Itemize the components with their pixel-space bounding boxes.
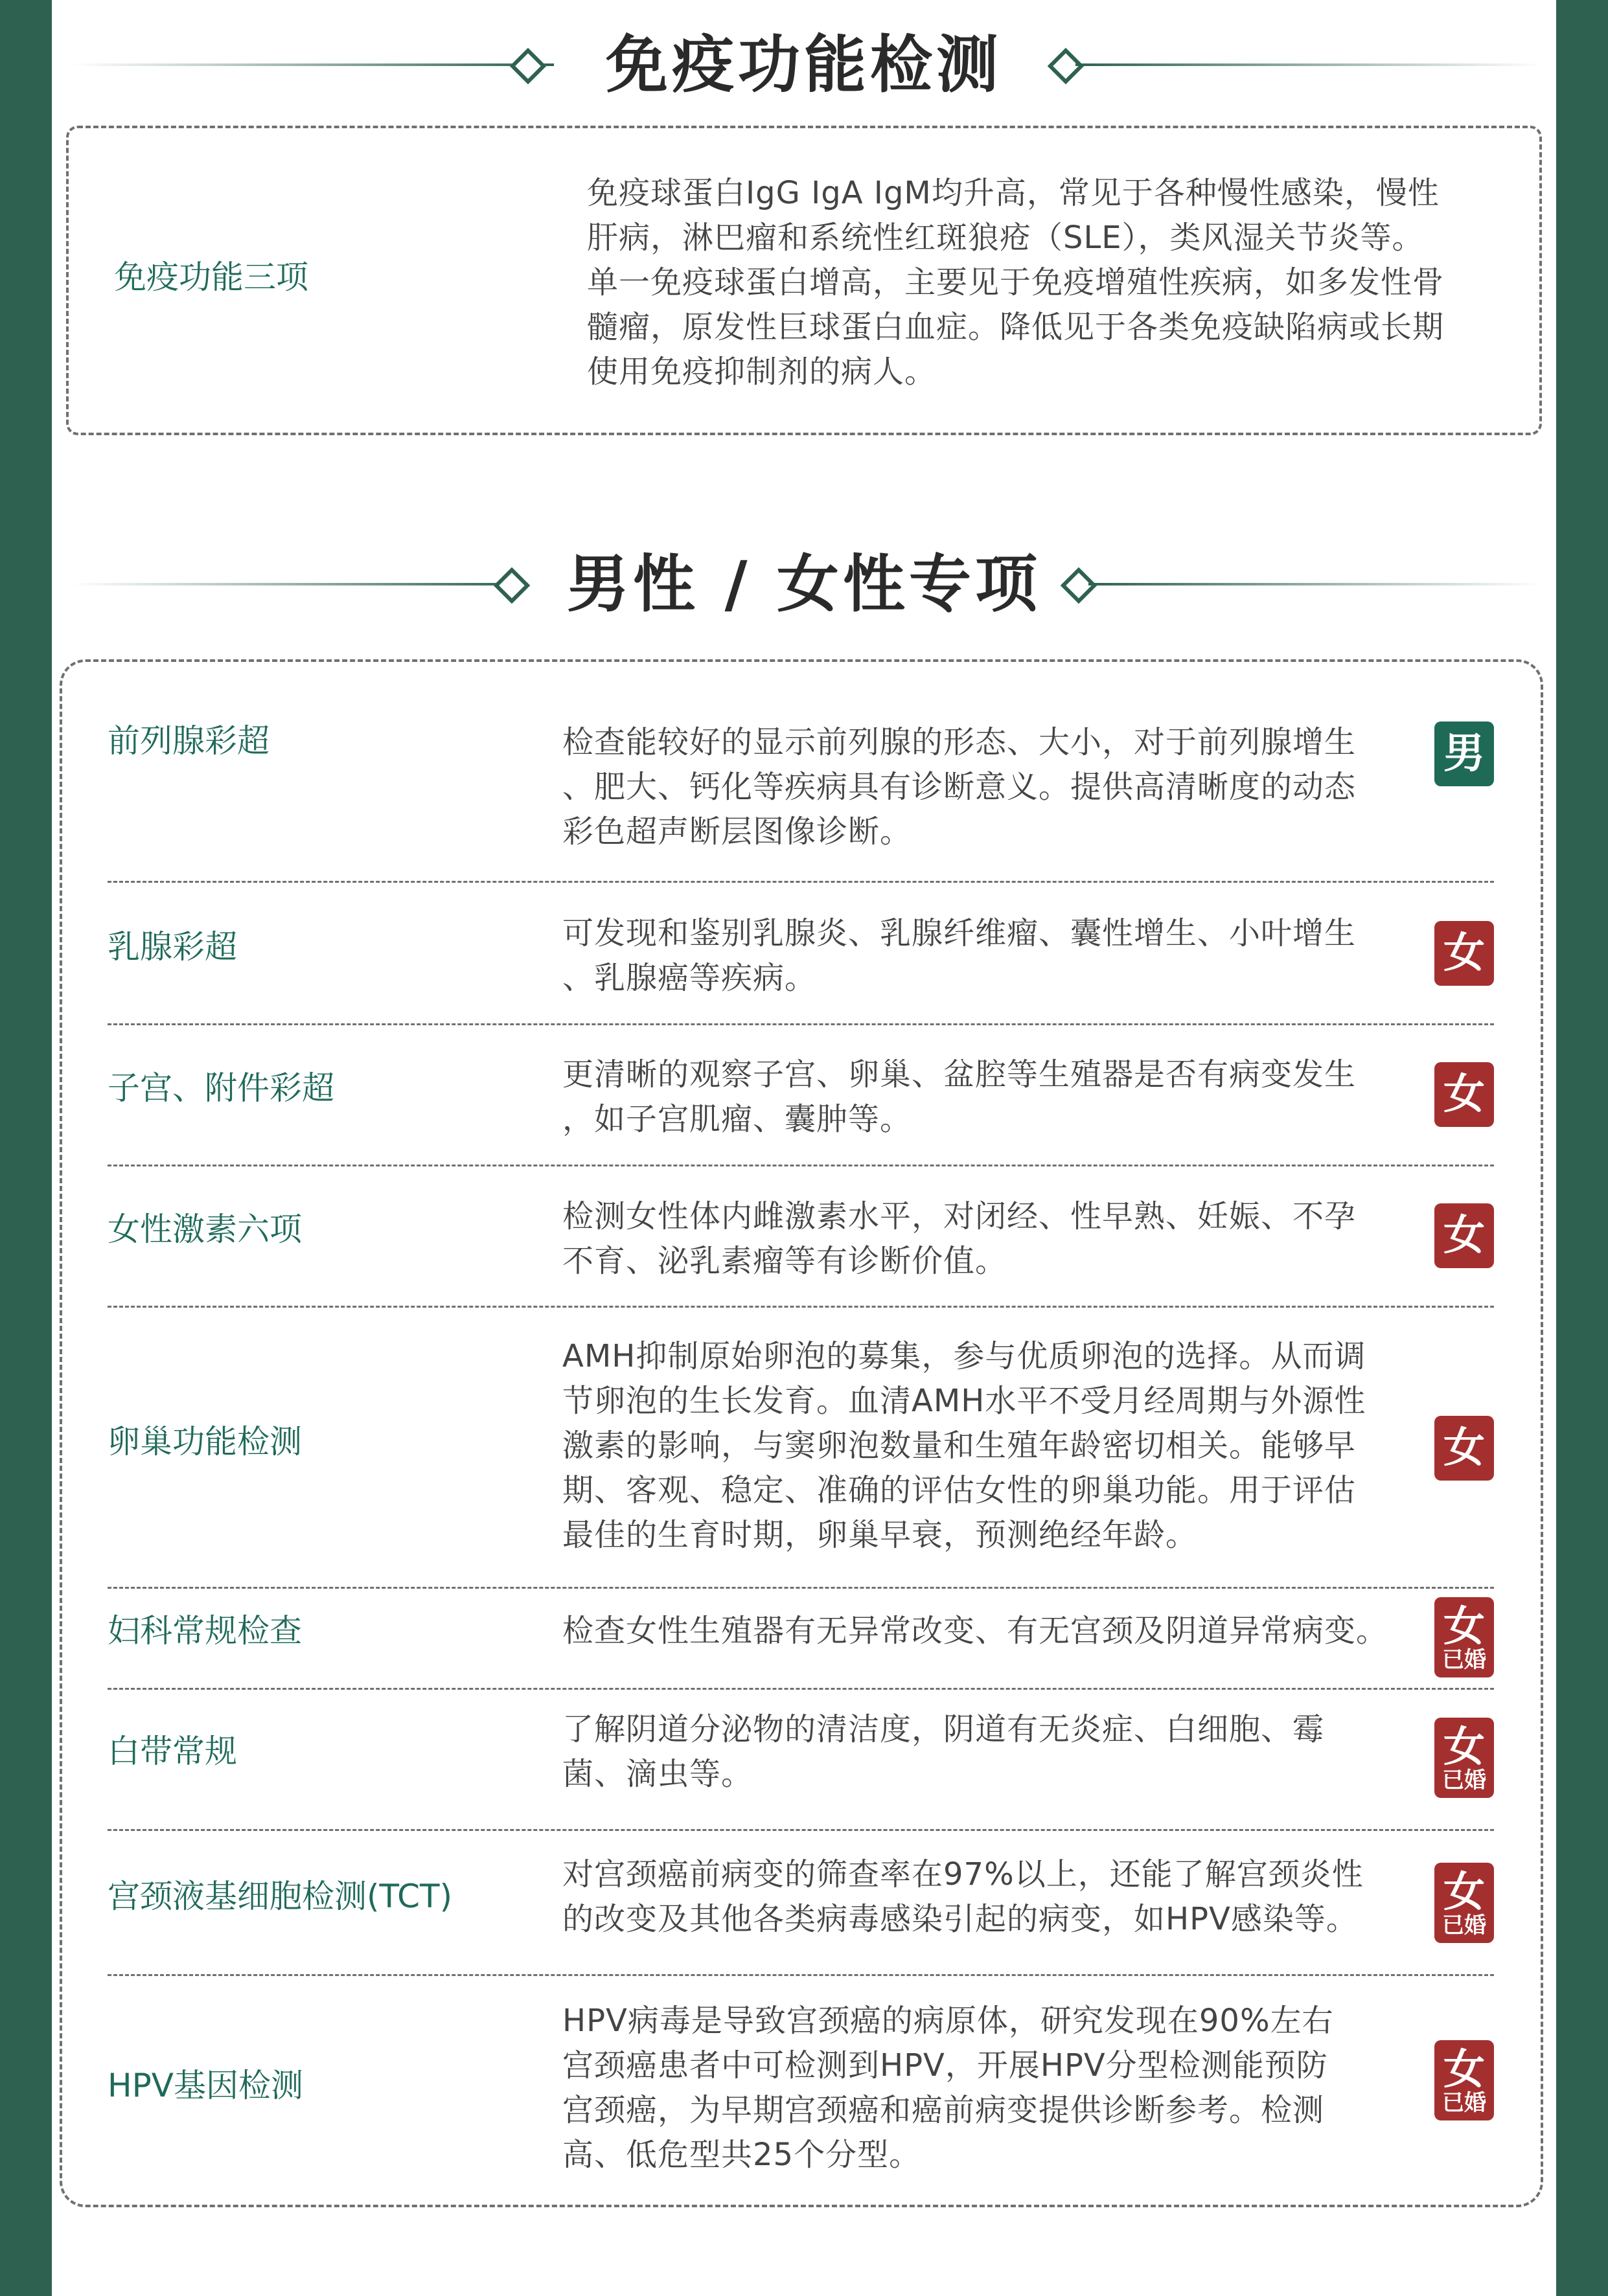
item-name: 妇科常规检查	[108, 1612, 302, 1650]
desc-line: 最佳的生育时期，卵巢早衰，预测绝经年龄。	[562, 1517, 1198, 1553]
item-description	[562, 1999, 1469, 2177]
item-name: 乳腺彩超	[108, 928, 237, 966]
section-heading: 免疫功能检测	[606, 28, 1002, 101]
item-description	[562, 1334, 1469, 1558]
badge-married: 已婚	[1442, 1767, 1486, 1793]
badge-gender: 女	[1443, 2046, 1485, 2094]
female-married-badge	[1434, 1863, 1494, 1943]
badge-gender: 女	[1443, 1603, 1485, 1651]
row-divider	[108, 1165, 1494, 1166]
row-divider	[108, 1306, 1494, 1308]
row-divider	[108, 1688, 1494, 1690]
desc-line: 、乳腺癌等疾病。	[562, 960, 817, 996]
section-title-immune	[52, 19, 1556, 110]
content-panel	[52, 0, 1556, 2296]
item-name: 免疫功能三项	[114, 258, 308, 296]
item-name: 女性激素六项	[108, 1211, 302, 1248]
female-married-badge	[1434, 2040, 1494, 2120]
row-divider	[108, 1023, 1494, 1025]
item-description	[562, 1852, 1469, 1942]
desc-line: AMH抑制原始卵泡的募集，参与优质卵泡的选择。从而调	[562, 1338, 1366, 1374]
desc-line: 不育、泌乳素瘤等有诊断价值。	[562, 1243, 1007, 1279]
desc-line: 激素的影响，与窦卵泡数量和生殖年龄密切相关。能够早	[562, 1427, 1357, 1464]
item-name: 前列腺彩超	[108, 722, 270, 760]
desc-line: 检测女性体内雌激素水平，对闭经、性早熟、妊娠、不孕	[562, 1198, 1357, 1234]
row-divider	[108, 1974, 1494, 1976]
desc-line: 肝病，淋巴瘤和系统性红斑狼疮（SLE），类风湿关节炎等。	[587, 220, 1424, 256]
item-description	[562, 1707, 1469, 1797]
female-badge	[1434, 1416, 1494, 1481]
desc-line: 期、客观、稳定、准确的评估女性的卵巢功能。用于评估	[562, 1472, 1357, 1508]
desc-line: 检查能较好的显示前列腺的形态、大小，对于前列腺增生	[562, 724, 1357, 760]
item-description	[562, 1609, 1482, 1654]
gender-items-box	[60, 659, 1543, 2207]
item-description	[562, 720, 1469, 854]
item-description	[587, 171, 1526, 394]
item-description	[562, 1052, 1469, 1142]
list-item	[69, 128, 1539, 433]
section-title-gender	[52, 539, 1556, 630]
item-description	[562, 911, 1469, 1001]
female-married-badge	[1434, 1597, 1494, 1677]
row-divider	[108, 1587, 1494, 1589]
row-divider	[108, 881, 1494, 883]
desc-line: 了解阴道分泌物的清洁度，阴道有无炎症、白细胞、霉	[562, 1711, 1325, 1747]
desc-line: 可发现和鉴别乳腺炎、乳腺纤维瘤、囊性增生、小叶增生	[562, 915, 1357, 951]
desc-line: 单一免疫球蛋白增高，主要见于免疫增殖性疾病，如多发性骨	[587, 264, 1445, 301]
item-name: 子宫、附件彩超	[108, 1069, 334, 1107]
divider-line-right	[1075, 63, 1542, 66]
desc-line: 更清晰的观察子宫、卵巢、盆腔等生殖器是否有病变发生	[562, 1056, 1357, 1093]
female-badge	[1434, 921, 1494, 986]
badge-gender: 女	[1443, 1212, 1485, 1260]
male-badge	[1434, 722, 1494, 786]
item-name: 卵巢功能检测	[108, 1423, 302, 1461]
desc-line: 免疫球蛋白IgG IgA IgM均升高，常见于各种慢性感染，慢性	[587, 175, 1440, 211]
desc-line: 检查女性生殖器有无异常改变、有无宫颈及阴道异常病变。	[562, 1613, 1388, 1649]
immune-items-box	[66, 126, 1542, 435]
row-divider	[108, 1829, 1494, 1831]
badge-gender: 女	[1443, 1071, 1485, 1119]
desc-line: 使用免疫抑制剂的病人。	[587, 354, 937, 390]
desc-line: HPV病毒是导致宫颈癌的病原体，研究发现在90%左右	[562, 2003, 1334, 2039]
desc-line: 的改变及其他各类病毒感染引起的病变，如HPV感染等。	[562, 1901, 1358, 1937]
female-badge	[1434, 1203, 1494, 1268]
badge-gender: 女	[1443, 929, 1485, 977]
desc-line: 高、低危型共25个分型。	[562, 2137, 921, 2173]
desc-line: 宫颈癌患者中可检测到HPV，开展HPV分型检测能预防	[562, 2047, 1328, 2084]
badge-married: 已婚	[1442, 1647, 1486, 1673]
section-heading: 男性 / 女性专项	[567, 548, 1041, 620]
desc-line: 节卵泡的生长发育。血清AMH水平不受月经周期与外源性	[562, 1383, 1366, 1419]
badge-married: 已婚	[1442, 1913, 1486, 1938]
desc-line: 宫颈癌，为早期宫颈癌和癌前病变提供诊断参考。检测	[562, 2092, 1325, 2128]
badge-gender: 女	[1443, 1869, 1485, 1916]
female-married-badge	[1434, 1718, 1494, 1798]
desc-line: 、肥大、钙化等疾病具有诊断意义。提供高清晰度的动态	[562, 769, 1357, 805]
female-badge	[1434, 1062, 1494, 1127]
item-name: HPV基因检测	[108, 2067, 303, 2104]
badge-gender: 女	[1443, 1723, 1485, 1771]
desc-line: 髓瘤，原发性巨球蛋白血症。降低见于各类免疫缺陷病或长期	[587, 309, 1445, 345]
divider-line-right	[1088, 583, 1542, 585]
desc-line: 菌、滴虫等。	[562, 1756, 753, 1792]
desc-line: ，如子宫肌瘤、囊肿等。	[562, 1101, 912, 1137]
item-name: 白带常规	[108, 1733, 237, 1770]
item-description	[562, 1194, 1469, 1284]
item-name: 宫颈液基细胞检测(TCT)	[108, 1878, 453, 1915]
badge-gender: 男	[1443, 730, 1485, 778]
desc-line: 彩色超声断层图像诊断。	[562, 813, 912, 850]
desc-line: 对宫颈癌前病变的筛查率在97%以上，还能了解宫颈炎性	[562, 1856, 1364, 1892]
badge-gender: 女	[1443, 1424, 1485, 1472]
badge-married: 已婚	[1442, 2090, 1486, 2116]
